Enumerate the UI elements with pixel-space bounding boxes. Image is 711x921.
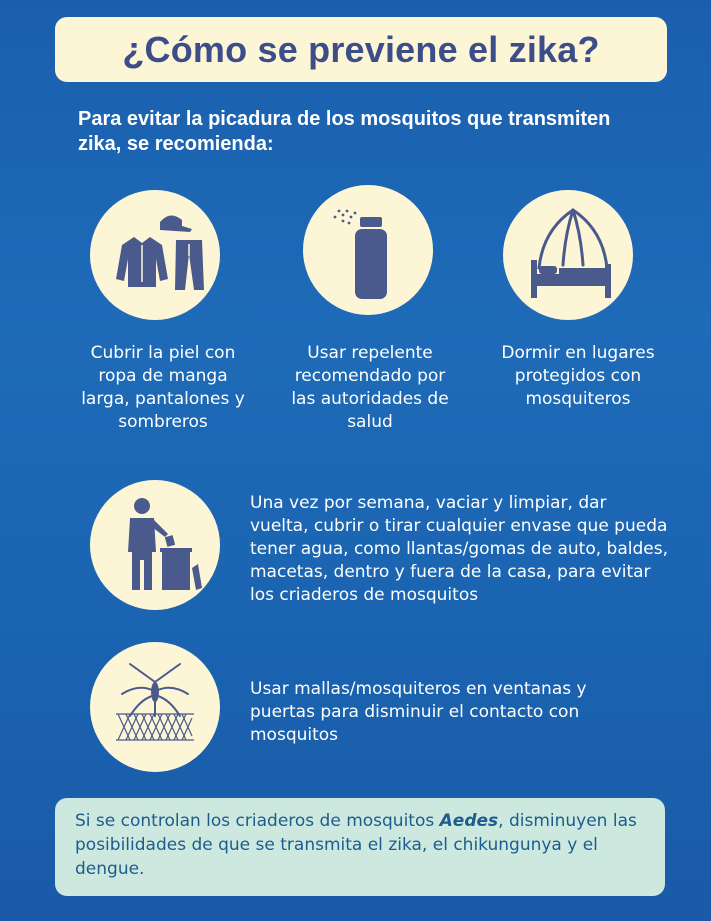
footer-note [55,798,665,896]
repellent-spray-icon [313,195,423,305]
mosquito-mesh-icon [100,652,210,762]
mosquito-net-bed-icon [513,200,623,310]
note-text-after: , disminuyen las posibilidades de que se transmita el zika, el chikungunya y el dengue. [75,811,637,879]
recommendation-circle-mesh [90,642,220,772]
person-trash-icon [100,490,210,600]
note-emphasis: Aedes [439,811,499,831]
note-text-before: Si se controlan los criaderos de mosquitos [75,811,440,831]
intro-text: Para evitar la picadura de los mosquitos que transmiten zika, se recomienda: [78,108,611,155]
page-title: ¿Cómo se previene el zika? [122,28,600,70]
recommendation-circle-net [503,190,633,320]
row-text-mesh: Usar mallas/mosquiteros en ventanas y puertas para disminuir el contacto con mosquitos [250,679,587,745]
recommendation-circle-trash [90,480,220,610]
recommendation-circle-repellent [303,185,433,315]
caption-net: Dormir en lugares protegidos con mosquiteros [501,343,655,409]
row-text-containers: Una vez por semana, vaciar y limpiar, dar vuelta, cubrir o tirar cualquier envase que pueda tener agua, como llantas/gomas de auto, baldes, macetas, dentro y fuera de la casa, para evitar los criaderos de mosquitos [250,493,668,605]
title-banner [55,17,667,82]
caption-clothing: Cubrir la piel con ropa de manga larga, pantalones y sombreros [81,343,245,432]
clothing-icon [100,200,210,310]
caption-repellent: Usar repelente recomendado por las autoridades de salud [291,343,449,432]
recommendation-circle-clothing [90,190,220,320]
